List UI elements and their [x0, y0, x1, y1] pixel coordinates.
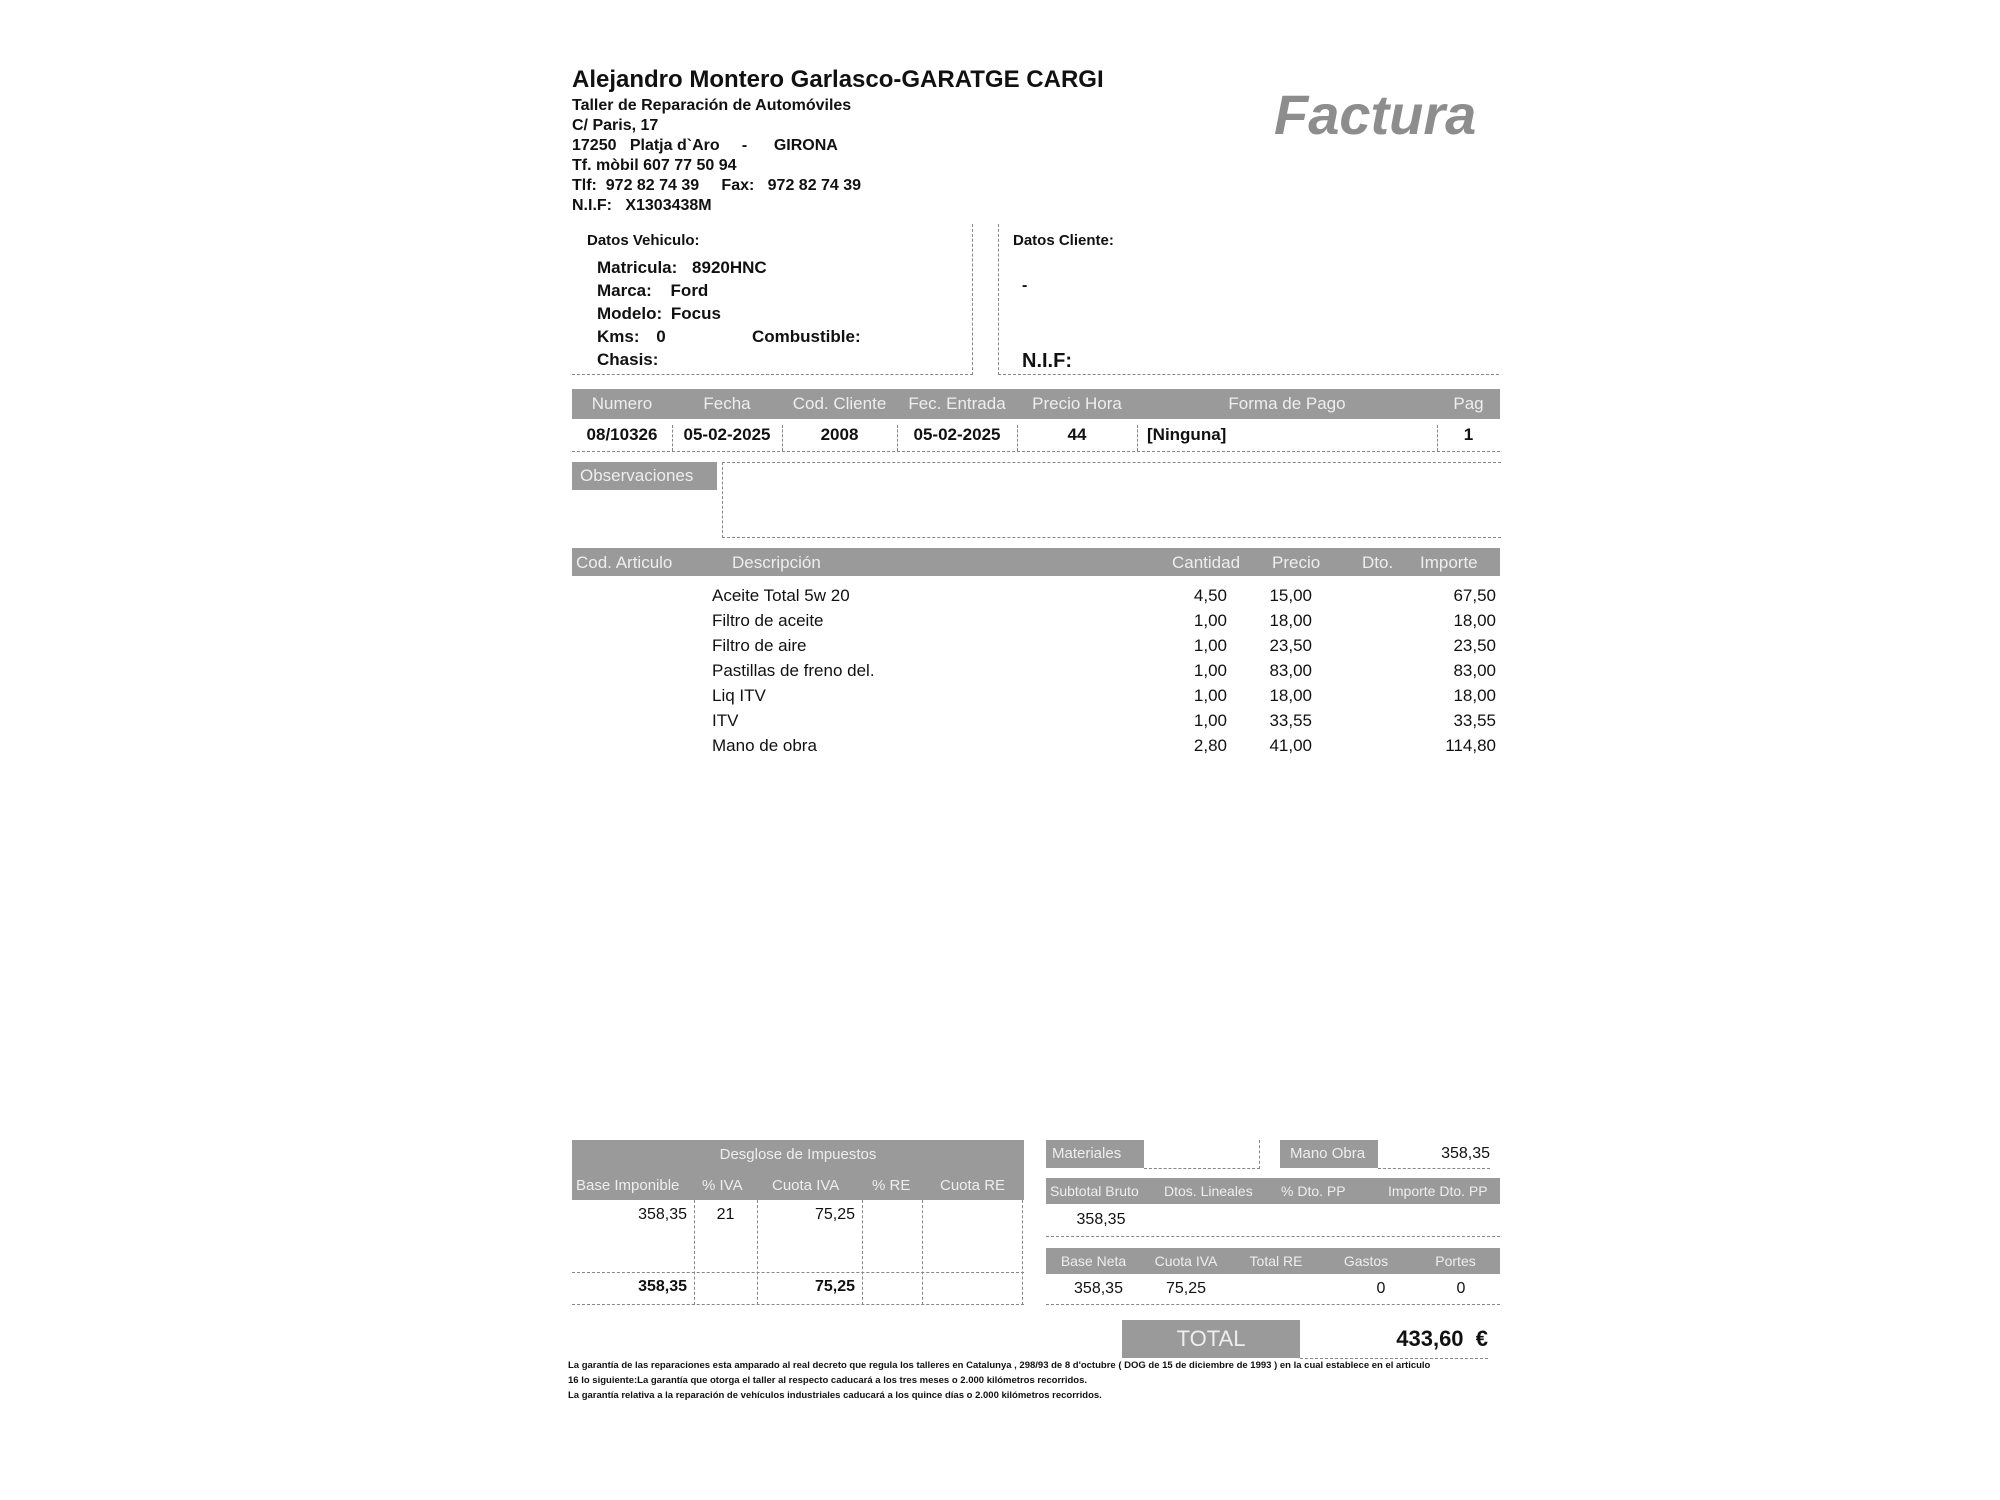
item-desc: Pastillas de freno del. [712, 661, 875, 680]
document-title: Factura [1274, 83, 1477, 146]
tax-header [572, 1140, 1024, 1200]
col-fec-entrada-label: Fec. Entrada [908, 394, 1006, 413]
items-col-importe: Importe [1420, 553, 1478, 572]
col-pag-label: Pag [1453, 394, 1484, 413]
tax-divider [922, 1200, 923, 1305]
invoice-number: 08/10326 [572, 425, 673, 451]
item-cantidad: 1,00 [1193, 611, 1227, 630]
item-precio: 18,00 [1269, 611, 1312, 630]
client-heading: Datos Cliente: [1013, 232, 1114, 249]
items-header-bar [572, 548, 1500, 576]
dto-pp-pct-label: % Dto. PP [1281, 1183, 1346, 1199]
invoice-date: 05-02-2025 [672, 425, 783, 451]
invoice-header-bar [572, 389, 1500, 419]
chasis-label: Chasis: [597, 350, 659, 369]
subtotal-value: 358,35 [1076, 1211, 1126, 1228]
items-col-cod: Cod. Articulo [576, 553, 673, 572]
base-neta-label: Base Neta [1060, 1253, 1127, 1269]
modelo-value: Focus [670, 304, 721, 323]
matricula-value: 8920HNC [692, 258, 767, 277]
item-importe: 33,55 [1453, 711, 1496, 730]
item-importe: 18,00 [1453, 611, 1496, 630]
list-item [572, 636, 1500, 661]
tax-col-re-pct: % RE [872, 1177, 911, 1194]
col-cod-cliente-label: Cod. Cliente [792, 394, 887, 413]
item-importe: 23,50 [1453, 636, 1496, 655]
company-phone-fax: Tlf: 972 82 74 39 Fax: 972 82 74 39 [572, 177, 862, 194]
footer-line-1: La garantía de las reparaciones esta amparado al real decreto que regula los talleres en Catalunya , 298/93 de 8 d'octubre ( DOG de 15 de diciembre de 1993 ) en la cual establece en el articulo [568, 1360, 1431, 1371]
company-name: Alejandro Montero Garlasco-GARATGE CARGI [572, 66, 1104, 93]
matricula-label: Matricula: [597, 258, 678, 277]
kms-label: Kms: [597, 327, 640, 346]
item-cantidad: 1,00 [1193, 711, 1227, 730]
item-cantidad: 4,50 [1193, 586, 1227, 605]
importe-dto-pp-label: Importe Dto. PP [1388, 1183, 1488, 1199]
col-forma-pago-label: Forma de Pago [1228, 394, 1346, 413]
item-precio: 33,55 [1269, 711, 1312, 730]
item-desc: Aceite Total 5w 20 [712, 586, 850, 605]
tax-col-cuota-re: Cuota RE [940, 1177, 1006, 1194]
summary-row2-header [1046, 1248, 1500, 1274]
tax-divider [862, 1200, 863, 1305]
company-mobile: Tf. mòbil 607 77 50 94 [572, 157, 737, 174]
company-address: C/ Paris, 17 [572, 117, 659, 134]
col-fecha-label: Fecha [703, 394, 751, 413]
item-cantidad: 1,00 [1193, 636, 1227, 655]
entry-date: 05-02-2025 [897, 425, 1018, 451]
item-desc: Filtro de aceite [712, 611, 824, 630]
tax-totals-line [572, 1272, 1024, 1273]
page-number: 1 [1463, 425, 1474, 444]
item-precio: 18,00 [1269, 686, 1312, 705]
tax-divider [1022, 1200, 1023, 1305]
items-col-precio: Precio [1272, 553, 1321, 572]
modelo-label: Modelo: [597, 304, 663, 323]
tax-col-iva-pct: % IVA [702, 1177, 743, 1194]
materiales-label: Materiales [1046, 1140, 1144, 1168]
observaciones-box [722, 462, 1501, 538]
summary-row2-values [1046, 1274, 1500, 1305]
combustible-label: Combustible: [752, 327, 861, 346]
marca-label: Marca: [597, 281, 652, 300]
tax-iva-pct: 21 [716, 1206, 735, 1223]
item-cantidad: 1,00 [1193, 686, 1227, 705]
mano-obra-label: Mano Obra [1280, 1140, 1378, 1168]
item-importe: 18,00 [1453, 686, 1496, 705]
vehicle-heading: Datos Vehiculo: [587, 232, 700, 249]
item-precio: 83,00 [1269, 661, 1312, 680]
marca-value: Ford [670, 281, 709, 300]
kms-value: 0 [656, 327, 666, 346]
summary-row1-values [1046, 1204, 1500, 1237]
client-code: 2008 [782, 425, 898, 451]
col-precio-hora-label: Precio Hora [1032, 394, 1122, 413]
cuota-iva-value: 75,25 [1165, 1280, 1207, 1297]
summary-row1-header [1046, 1178, 1500, 1204]
item-precio: 23,50 [1269, 636, 1312, 655]
total-value: 433,60 € [1300, 1320, 1488, 1359]
item-desc: Mano de obra [712, 736, 817, 755]
item-desc: ITV [712, 711, 739, 730]
item-desc: Filtro de aire [712, 636, 807, 655]
invoice-header-values [572, 419, 1500, 452]
cuota-iva-label: Cuota IVA [1154, 1253, 1218, 1269]
subtotal-label: Subtotal Bruto [1050, 1183, 1139, 1199]
materiales-value [1144, 1140, 1260, 1169]
footer-line-2: 16 lo siguiente:La garantía que otorga el taller al respecto caducará a los tres meses o 2.000 kilómetros recorridos. [568, 1375, 1088, 1386]
dtos-lineales-label: Dtos. Lineales [1164, 1183, 1253, 1199]
item-cantidad: 2,80 [1193, 736, 1227, 755]
gastos-value: 0 [1376, 1280, 1386, 1297]
company-activity: Taller de Reparación de Automóviles [572, 97, 852, 114]
item-precio: 41,00 [1269, 736, 1312, 755]
items-col-dto: Dto. [1362, 553, 1394, 572]
list-item [572, 611, 1500, 636]
list-item [572, 586, 1500, 611]
company-city: 17250 Platja d`Aro - GIRONA [572, 137, 838, 154]
tax-base: 358,35 [638, 1206, 687, 1223]
observaciones-label: Observaciones [572, 462, 717, 490]
base-neta-value: 358,35 [1074, 1280, 1123, 1297]
tax-body [572, 1200, 1024, 1305]
vehicle-marca [597, 281, 708, 301]
items-list [572, 586, 1500, 761]
portes-value: 0 [1456, 1280, 1466, 1297]
list-item [572, 686, 1500, 711]
mano-obra-value: 358,35 [1378, 1140, 1490, 1169]
items-col-desc: Descripción [732, 553, 821, 572]
list-item [572, 711, 1500, 736]
list-item [572, 661, 1500, 686]
gastos-label: Gastos [1343, 1253, 1389, 1269]
total-re-label: Total RE [1249, 1253, 1303, 1269]
vehicle-matricula [597, 258, 767, 278]
hourly-price: 44 [1017, 425, 1138, 451]
tax-total-cuota-iva: 75,25 [814, 1278, 855, 1295]
company-nif: N.I.F: X1303438M [572, 197, 712, 214]
item-precio: 15,00 [1269, 586, 1312, 605]
client-nif-label: N.I.F: [1022, 350, 1072, 372]
vehicle-kms [597, 327, 666, 347]
footer-line-3: La garantía relativa a la reparación de vehículos industriales caducará a los quince días o 2.000 kilómetros recorridos. [568, 1390, 1102, 1401]
list-item [572, 736, 1500, 761]
item-cantidad: 1,00 [1193, 661, 1227, 680]
client-name: - [1022, 277, 1028, 294]
tax-col-base: Base Imponible [576, 1177, 680, 1194]
payment-method: [Ninguna] [1137, 425, 1438, 451]
item-desc: Liq ITV [712, 686, 766, 705]
item-importe: 67,50 [1453, 586, 1496, 605]
tax-bottom-line [572, 1304, 1024, 1305]
tax-title: Desglose de Impuestos [719, 1146, 877, 1163]
item-importe: 83,00 [1453, 661, 1496, 680]
tax-col-cuota-iva: Cuota IVA [772, 1177, 840, 1194]
item-importe: 114,80 [1445, 736, 1496, 755]
items-col-cantidad: Cantidad [1172, 553, 1241, 572]
portes-label: Portes [1435, 1253, 1476, 1269]
tax-cuota-iva: 75,25 [814, 1206, 855, 1223]
total-label: TOTAL [1122, 1320, 1300, 1358]
vehicle-modelo [597, 304, 721, 324]
col-numero-label: Numero [591, 394, 653, 413]
tax-total-base: 358,35 [638, 1278, 687, 1295]
